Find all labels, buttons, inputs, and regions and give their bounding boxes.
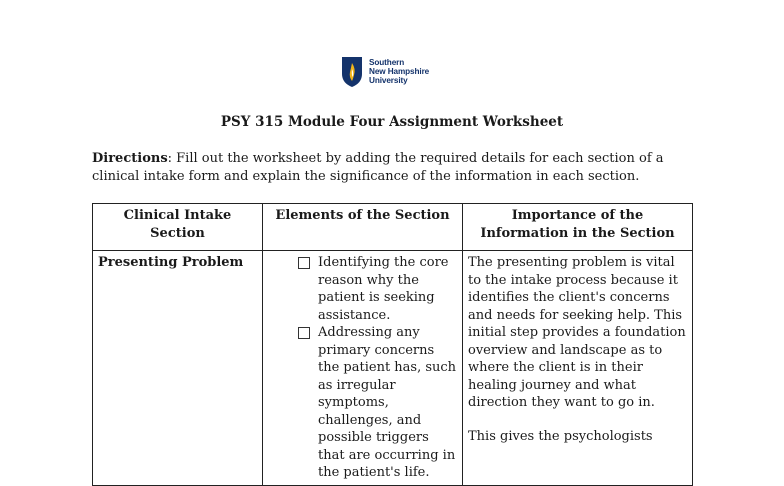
importance-paragraph: The presenting problem is vital to the intake process because it identifies the client's concerns and needs for seeking help. This initial step provides a foundation overview and landscape as to where the client is in their healing journey and what direction they want to go in. (468, 255, 686, 410)
clinical-intake-table (92, 203, 693, 486)
row-elements-cell (263, 251, 463, 486)
directions-label: Directions (92, 151, 168, 166)
directions-text: : Fill out the worksheet by adding the required details for each section of a clinical intake form and explain the significance of the information in each section. (92, 151, 664, 184)
shield-flame-icon (341, 56, 363, 88)
university-logo (341, 56, 451, 90)
directions-paragraph (92, 150, 692, 186)
logo-text: Southern New Hampshire University (369, 58, 430, 86)
list-item: Addressing any primary concerns the patient has, such as irregular symptoms, challenges, and possible triggers that are occurring in the patient's life. (298, 324, 457, 482)
header-elements: Elements of the Section (263, 204, 463, 251)
table-header-row (93, 204, 693, 251)
row-importance-cell (463, 251, 693, 486)
importance-paragraph: This gives the psychologists (468, 428, 653, 444)
table-row (93, 251, 693, 486)
checkbox-icon[interactable] (298, 257, 310, 269)
row-section-label: Presenting Problem (93, 251, 263, 486)
list-item: Identifying the core reason why the patient is seeking assistance. (298, 254, 457, 324)
header-importance: Importance of the Information in the Section (463, 204, 693, 251)
header-section: Clinical Intake Section (93, 204, 263, 251)
checkbox-icon[interactable] (298, 327, 310, 339)
page-title: PSY 315 Module Four Assignment Worksheet (220, 114, 564, 130)
